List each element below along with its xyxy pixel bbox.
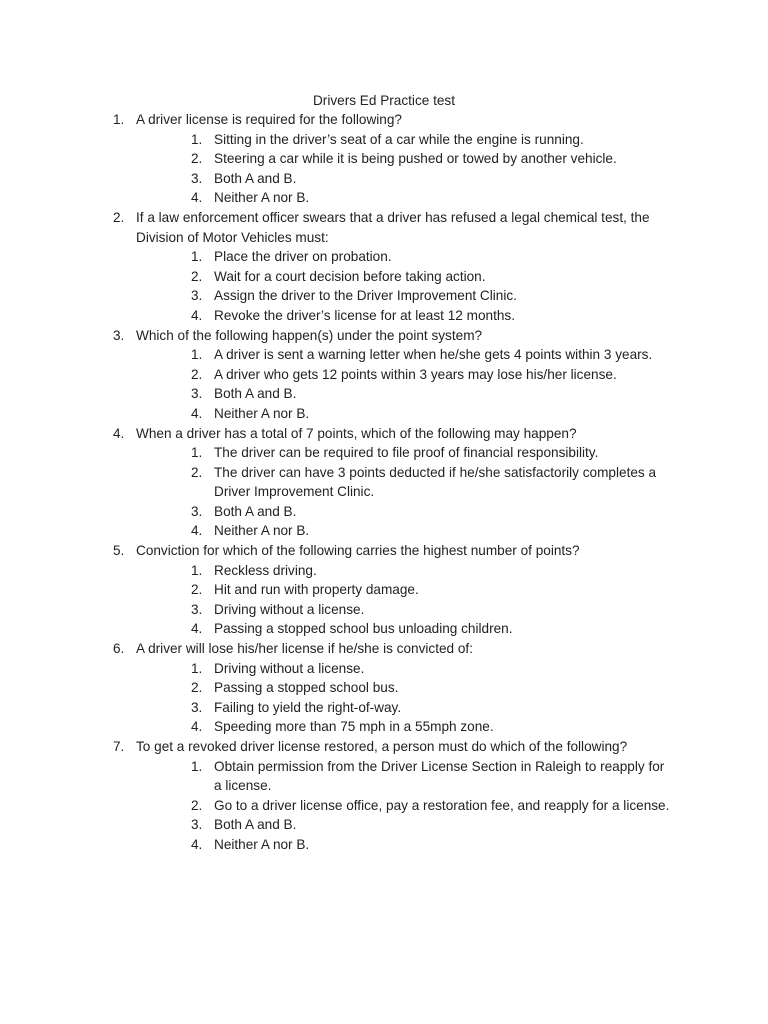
question-number: 1. — [113, 112, 125, 127]
answer-option — [0, 345, 768, 365]
option-text: Place the driver on probation. — [214, 249, 392, 265]
answer-option — [0, 678, 768, 698]
option-text: Wait for a court decision before taking action. — [214, 268, 486, 284]
answer-option — [0, 384, 768, 404]
option-text: Neither A nor B. — [214, 523, 310, 539]
answer-option — [0, 796, 768, 816]
option-number: 3. — [191, 503, 203, 519]
question-text: A driver will lose his/her license if he/she is convicted of: — [136, 641, 473, 657]
option-number: 1. — [191, 758, 203, 774]
answer-option — [0, 404, 768, 424]
answer-option — [0, 717, 768, 737]
option-text: Sitting in the driver’s seat of a car while the engine is running. — [214, 131, 584, 147]
option-text: Neither A nor B. — [214, 836, 310, 852]
answer-option — [0, 659, 768, 679]
option-text: Hit and run with property damage. — [214, 582, 419, 598]
option-number: 3. — [191, 386, 203, 402]
question-number: 3. — [113, 327, 125, 343]
answer-option — [0, 561, 768, 581]
option-text: Both A and B. — [214, 817, 297, 833]
option-number: 3. — [191, 699, 203, 715]
option-number: 2. — [191, 464, 203, 480]
answer-option — [0, 169, 768, 189]
answer-option — [0, 247, 768, 267]
option-number: 4. — [191, 719, 203, 735]
question-text: To get a revoked driver license restored, a person must do which of the following? — [136, 739, 628, 754]
option-number: 4. — [191, 405, 203, 421]
option-number: 4. — [191, 836, 203, 852]
option-number: 4. — [191, 307, 203, 323]
question-list — [0, 110, 768, 855]
option-number: 3. — [191, 817, 203, 833]
answer-option — [0, 502, 768, 522]
answer-option — [0, 267, 768, 287]
question-item — [0, 110, 768, 208]
question-text: A driver license is required for the following? — [136, 112, 402, 127]
option-number: 3. — [191, 601, 203, 617]
question-item — [0, 639, 768, 737]
option-number: 1. — [191, 249, 203, 265]
option-text: Passing a stopped school bus unloading children. — [214, 621, 513, 637]
question-text: If a law enforcement officer swears that a driver has refused a legal chemical test, the Division of Motor Vehicles must: — [136, 209, 650, 245]
option-number: 1. — [191, 131, 203, 147]
answer-option — [0, 835, 768, 855]
answer-option — [0, 286, 768, 306]
question-number: 5. — [113, 543, 125, 559]
option-text: The driver can have 3 points deducted if he/she satisfactorily completes a Driver Improvement Clinic. — [214, 464, 657, 500]
option-number: 2. — [191, 797, 203, 813]
answer-option — [0, 188, 768, 208]
option-number: 1. — [191, 347, 203, 363]
option-number: 2. — [191, 151, 203, 167]
answer-option — [0, 698, 768, 718]
question-text: Which of the following happen(s) under the point system? — [136, 327, 483, 343]
question-number: 4. — [113, 425, 125, 441]
option-text: Both A and B. — [214, 503, 297, 519]
answer-option — [0, 600, 768, 620]
answer-option — [0, 365, 768, 385]
page-title: Drivers Ed Practice test — [312, 93, 456, 108]
option-text: Go to a driver license office, pay a restoration fee, and reapply for a license. — [214, 797, 670, 813]
option-text: Both A and B. — [214, 170, 297, 186]
answer-option — [0, 580, 768, 600]
answer-option — [0, 443, 768, 463]
option-text: Reckless driving. — [214, 562, 317, 578]
question-number: 7. — [113, 739, 125, 754]
option-number: 3. — [191, 170, 203, 186]
question-text: When a driver has a total of 7 points, which of the following may happen? — [136, 425, 577, 441]
option-number: 1. — [191, 660, 203, 676]
option-text: Driving without a license. — [214, 601, 365, 617]
question-item — [0, 208, 768, 326]
option-text: Obtain permission from the Driver License Section in Raleigh to reapply for a license. — [214, 758, 665, 794]
answer-option — [0, 815, 768, 835]
option-number: 1. — [191, 562, 203, 578]
option-number: 2. — [191, 268, 203, 284]
option-text: Passing a stopped school bus. — [214, 680, 399, 696]
option-text: Assign the driver to the Driver Improvement Clinic. — [214, 288, 517, 304]
option-number: 2. — [191, 366, 203, 382]
question-number: 6. — [113, 641, 125, 657]
answer-option — [0, 521, 768, 541]
option-number: 1. — [191, 445, 203, 461]
option-text: Revoke the driver’s license for at least 12 months. — [214, 307, 515, 323]
option-text: Failing to yield the right-of-way. — [214, 699, 402, 715]
answer-option — [0, 149, 768, 169]
option-number: 3. — [191, 288, 203, 304]
option-text: A driver is sent a warning letter when he/she gets 4 points within 3 years. — [214, 347, 653, 363]
option-number: 2. — [191, 680, 203, 696]
option-number: 4. — [191, 190, 203, 206]
answer-option — [0, 463, 768, 502]
answer-option — [0, 757, 768, 796]
question-text: Conviction for which of the following carries the highest number of points? — [136, 543, 580, 559]
question-number: 2. — [113, 209, 125, 225]
option-number: 2. — [191, 582, 203, 598]
question-item — [0, 737, 768, 855]
option-text: Speeding more than 75 mph in a 55mph zone. — [214, 719, 494, 735]
question-item — [0, 326, 768, 424]
option-text: A driver who gets 12 points within 3 years may lose his/her license. — [214, 366, 617, 382]
question-item — [0, 541, 768, 639]
option-number: 4. — [191, 523, 203, 539]
option-text: Both A and B. — [214, 386, 297, 402]
answer-option — [0, 306, 768, 326]
option-text: Steering a car while it is being pushed or towed by another vehicle. — [214, 151, 617, 167]
option-text: Neither A nor B. — [214, 405, 310, 421]
answer-option — [0, 619, 768, 639]
option-text: The driver can be required to file proof of financial responsibility. — [214, 445, 599, 461]
answer-option — [0, 130, 768, 150]
option-text: Neither A nor B. — [214, 190, 310, 206]
option-text: Driving without a license. — [214, 660, 365, 676]
question-item — [0, 424, 768, 542]
option-number: 4. — [191, 621, 203, 637]
